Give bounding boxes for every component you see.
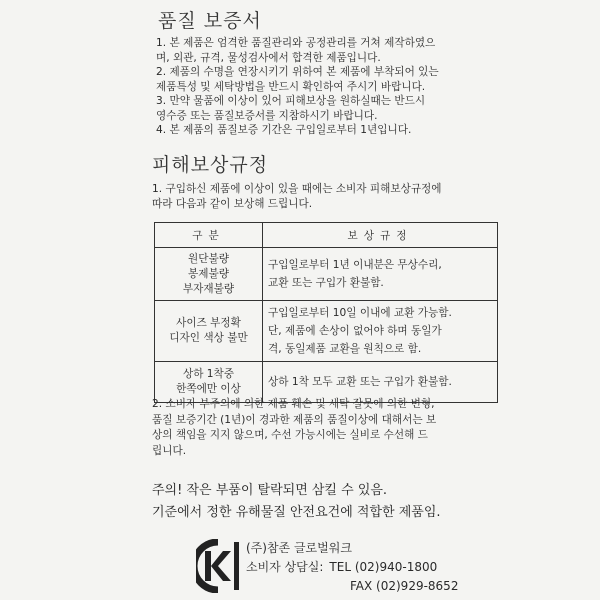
rule-line: 격, 동일제품 교환을 원칙으로 함.: [268, 343, 422, 355]
caution-line: 주의! 작은 부품이 탈락되면 삼킬 수 있음.: [152, 483, 388, 498]
header-category: 구분: [155, 223, 263, 248]
note-line: 2. 소비자 부주의에 의한 제품 훼손 및 세탁 잘못에 의한 변형,: [152, 398, 435, 410]
tel-number: TEL (02)940-1800: [329, 560, 438, 574]
category-line: 디자인 색상 불만: [169, 332, 248, 344]
compensation-intro: [152, 182, 442, 212]
note-line: 품질 보증기간 (1년)이 경과한 제품의 품질이상에 대해서는 보: [152, 413, 437, 426]
rule-line: 구입일로부터 1년 이내분은 무상수리,: [268, 259, 442, 271]
table-header-row: [155, 223, 498, 248]
warranty-line: 1. 본 제품은 엄격한 품질관리와 공정관리를 거쳐 제작하였으: [156, 37, 436, 49]
compensation-title: 피해보상규정: [152, 154, 269, 176]
kc-mark-icon: [196, 539, 240, 593]
category-line: 원단불량: [188, 252, 229, 265]
category-line: 상하 1착중: [182, 368, 235, 380]
table-row: [155, 301, 498, 362]
category-line: 부자재불량: [182, 282, 235, 295]
warranty-line: 3. 만약 물품에 이상이 있어 피해보상을 원하실때는 반드시: [156, 95, 426, 107]
rule-cell: [263, 301, 498, 362]
compensation-note: [152, 397, 436, 459]
caution-line: 기준에서 정한 유해물질 안전요건에 적합한 제품임.: [152, 505, 441, 520]
category-line: 한쪽에만 이상: [176, 383, 241, 395]
warranty-line: 영수증 또는 품질보증서를 지참하시기 바랍니다.: [156, 109, 378, 122]
category-cell: [155, 248, 263, 301]
rule-line: 교환 또는 구입가 환불함.: [268, 277, 384, 289]
warranty-line: 2. 제품의 수명을 연장시키기 위하여 본 제품에 부착되어 있는: [156, 66, 439, 78]
rule-line: 단, 제품에 손상이 없어야 하며 동일가: [268, 325, 442, 337]
consult-line: [246, 558, 458, 577]
compensation-table: [154, 222, 498, 403]
warranty-title: 품질 보증서: [158, 10, 262, 32]
rule-line: 상하 1착 모두 교환 또는 구입가 환불함.: [268, 376, 452, 388]
consult-label: 소비자 상담실:: [246, 560, 324, 574]
caution-text: [152, 480, 441, 524]
company-name: (주)참존 글로벌워크: [246, 541, 352, 555]
note-line: 상의 책임을 지지 않으며, 수선 가능시에는 실비로 수선해 드: [152, 429, 428, 441]
table-row: [155, 248, 498, 301]
header-rule: 보상규정: [263, 223, 498, 248]
warranty-line: 제품특성 및 세탁방법을 반드시 확인하여 주시기 바랍니다.: [156, 80, 426, 93]
rule-line: 구입일로부터 10일 이내에 교환 가능함.: [268, 307, 452, 319]
rule-cell: [263, 248, 498, 301]
intro-line: 따라 다음과 같이 보상해 드립니다.: [152, 198, 313, 210]
category-line: 봉제불량: [188, 267, 229, 280]
fax-number: FAX (02)929-8652: [350, 579, 459, 593]
category-line: 사이즈 부정확: [176, 317, 241, 329]
intro-line: 1. 구입하신 제품에 이상이 있을 때에는 소비자 피해보상규정에: [152, 183, 442, 195]
note-line: 립니다.: [152, 444, 187, 457]
company-info: [246, 539, 458, 596]
category-cell: [155, 301, 263, 362]
warranty-line: 며, 외관, 규격, 물성검사에서 합격한 제품입니다.: [156, 51, 381, 64]
warranty-line: 4. 본 제품의 품질보증 기간은 구입일로부터 1년입니다.: [156, 124, 412, 136]
warranty-text: [156, 36, 501, 138]
